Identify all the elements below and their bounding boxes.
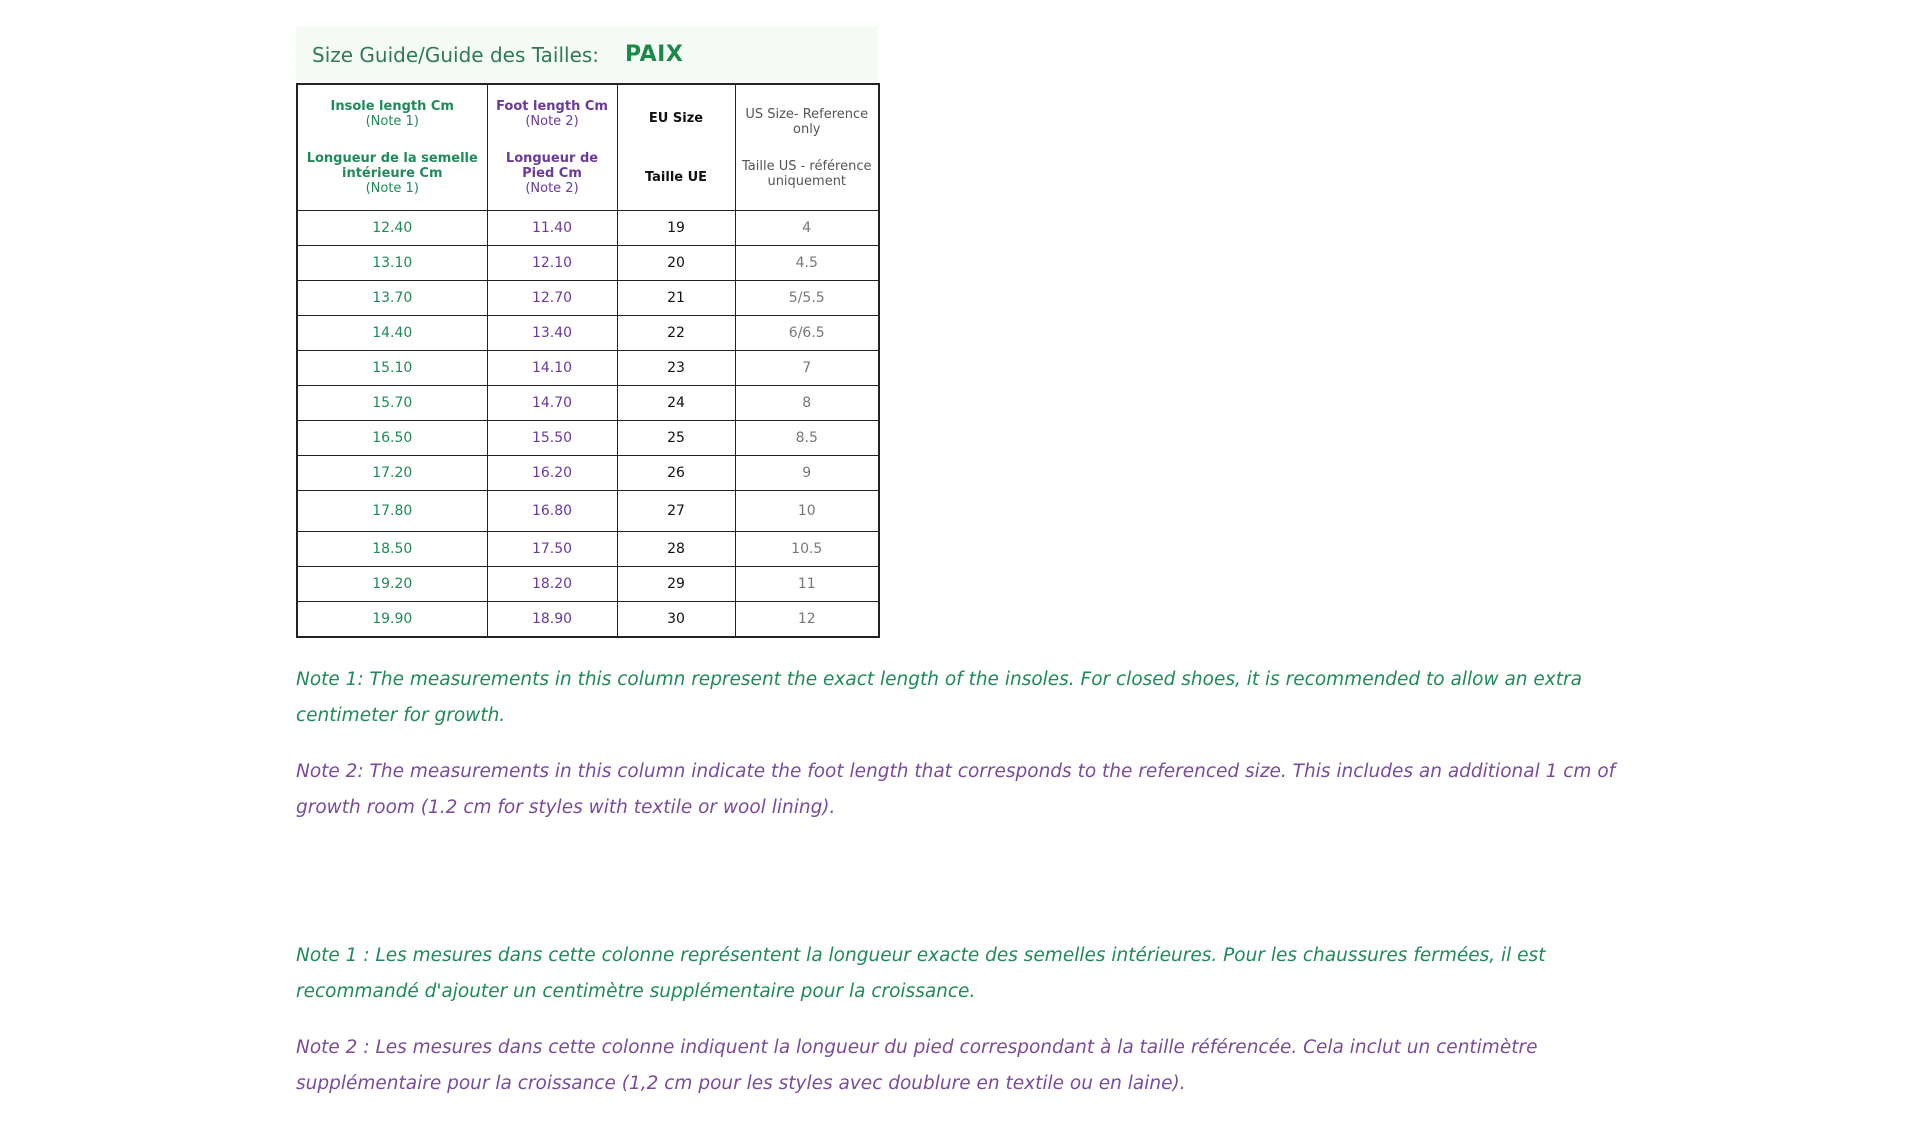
- cell-us: 4: [735, 211, 879, 246]
- cell-eu: 29: [617, 567, 735, 602]
- cell-eu: 27: [617, 491, 735, 532]
- table-row: [297, 456, 879, 491]
- table-row: [297, 351, 879, 386]
- header-us-fr: Taille US - référence uniquement: [741, 158, 872, 189]
- cell-insole: 19.90: [297, 602, 487, 638]
- cell-us: 8: [735, 386, 879, 421]
- cell-us: 10.5: [735, 532, 879, 567]
- cell-eu: 20: [617, 246, 735, 281]
- cell-insole: 12.40: [297, 211, 487, 246]
- cell-insole: 17.80: [297, 491, 487, 532]
- size-table: [296, 83, 880, 638]
- size-guide: [296, 26, 878, 638]
- cell-foot: 13.40: [487, 316, 617, 351]
- cell-us: 8.5: [735, 421, 879, 456]
- cell-foot: 11.40: [487, 211, 617, 246]
- cell-us: 6/6.5: [735, 316, 879, 351]
- cell-foot: 16.20: [487, 456, 617, 491]
- cell-foot: 16.80: [487, 491, 617, 532]
- table-row: [297, 281, 879, 316]
- cell-us: 9: [735, 456, 879, 491]
- header-foot-en: Foot length Cm: [496, 99, 608, 114]
- cell-us: 7: [735, 351, 879, 386]
- note-1-fr: Note 1 : Les mesures dans cette colonne représentent la longueur exacte des semelles intérieures. Pour les chaussures fermées, il est recommandé d'ajouter un centimètre supplémentaire pour la croissance.: [296, 945, 1546, 1002]
- header-eu-en: EU Size: [648, 110, 704, 126]
- cell-us: 5/5.5: [735, 281, 879, 316]
- note-2-fr: Note 2 : Les mesures dans cette colonne indiquent la longueur du pied correspondant à la taille référencée. Cela inclut un centimètre supplémentaire pour la croissance (1,2 cm pour les styles avec doublure en textile ou en laine).: [296, 1037, 1538, 1094]
- note-2-en: Note 2: The measurements in this column indicate the foot length that corresponds to the referenced size. This includes an additional 1 cm of growth room (1.2 cm for styles with textile or wool lining).: [296, 761, 1616, 818]
- table-row: [297, 386, 879, 421]
- table-row: [297, 491, 879, 532]
- table-row: [297, 421, 879, 456]
- header-foot-en-note: (Note 2): [525, 114, 579, 129]
- header-eu-size: [617, 84, 735, 211]
- cell-insole: 19.20: [297, 567, 487, 602]
- cell-eu: 22: [617, 316, 735, 351]
- cell-foot: 17.50: [487, 532, 617, 567]
- cell-eu: 26: [617, 456, 735, 491]
- header-insole-length: [297, 84, 487, 211]
- cell-us: 4.5: [735, 246, 879, 281]
- cell-us: 10: [735, 491, 879, 532]
- cell-eu: 28: [617, 532, 735, 567]
- table-row: [297, 316, 879, 351]
- table-row: [297, 532, 879, 567]
- cell-foot: 14.70: [487, 386, 617, 421]
- header-eu-fr: Taille UE: [644, 169, 708, 185]
- header-us-en: US Size- Reference only: [745, 106, 869, 137]
- table-row: [297, 246, 879, 281]
- cell-eu: 19: [617, 211, 735, 246]
- cell-foot: 18.90: [487, 602, 617, 638]
- size-table-body: [297, 211, 879, 638]
- size-guide-title: Size Guide/Guide des Tailles:: [312, 42, 600, 67]
- note-1-en: Note 1: The measurements in this column represent the exact length of the insoles. For closed shoes, it is recommended to allow an extra centimeter for growth.: [296, 669, 1582, 726]
- cell-insole: 16.50: [297, 421, 487, 456]
- cell-foot: 12.10: [487, 246, 617, 281]
- cell-insole: 15.70: [297, 386, 487, 421]
- header-insole-en-note: (Note 1): [365, 114, 419, 129]
- cell-us: 11: [735, 567, 879, 602]
- header-insole-fr-note: (Note 1): [365, 181, 419, 196]
- header-foot-fr-note: (Note 2): [525, 181, 579, 196]
- cell-foot: 14.10: [487, 351, 617, 386]
- cell-insole: 13.70: [297, 281, 487, 316]
- cell-foot: 12.70: [487, 281, 617, 316]
- notes-section: [296, 662, 1666, 1122]
- cell-foot: 15.50: [487, 421, 617, 456]
- header-insole-fr: Longueur de la semelle intérieure Cm: [306, 151, 478, 181]
- table-row: [297, 211, 879, 246]
- cell-eu: 24: [617, 386, 735, 421]
- brand-name: PAIX: [625, 42, 684, 67]
- table-header-row: [297, 84, 879, 211]
- header-insole-en: Insole length Cm: [330, 99, 454, 114]
- cell-insole: 14.40: [297, 316, 487, 351]
- cell-insole: 18.50: [297, 532, 487, 567]
- table-row: [297, 567, 879, 602]
- cell-us: 12: [735, 602, 879, 638]
- cell-insole: 15.10: [297, 351, 487, 386]
- size-guide-header: [296, 26, 878, 83]
- cell-eu: 25: [617, 421, 735, 456]
- cell-eu: 21: [617, 281, 735, 316]
- cell-insole: 17.20: [297, 456, 487, 491]
- header-foot-fr: Longueur de Pied Cm: [505, 151, 599, 181]
- cell-foot: 18.20: [487, 567, 617, 602]
- cell-eu: 30: [617, 602, 735, 638]
- cell-eu: 23: [617, 351, 735, 386]
- table-row: [297, 602, 879, 638]
- header-foot-length: [487, 84, 617, 211]
- cell-insole: 13.10: [297, 246, 487, 281]
- header-us-size: [735, 84, 879, 211]
